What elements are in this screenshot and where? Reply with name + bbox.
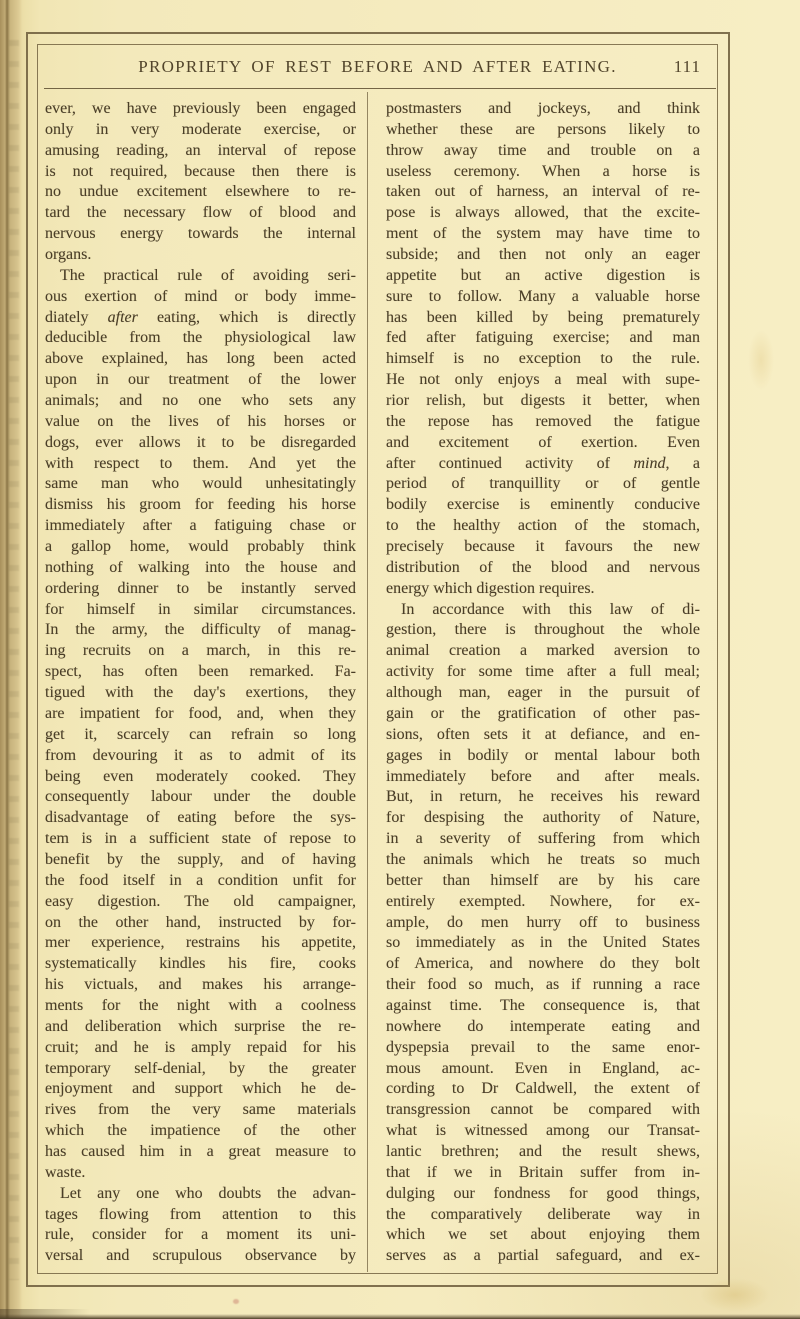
text-line: nothing of walking into the house and xyxy=(45,558,356,576)
text-line: activity for some time after a full meal; xyxy=(386,663,700,681)
text-line: ing recruits on a march, in this re- xyxy=(45,642,356,660)
text-line: gestion, there is throughout the whole xyxy=(386,621,700,639)
text-line: systematically kindles his fire, cooks xyxy=(45,955,356,973)
page-number: 111 xyxy=(673,57,701,76)
text-line: animal creation a marked aversion to xyxy=(386,642,700,660)
text-line: ever, we have previously been engaged xyxy=(45,100,356,117)
text-line: pose is always allowed, that the excite- xyxy=(386,204,700,222)
text-line: mer experience, restrains his appetite, xyxy=(45,934,356,952)
text-line: enjoyment and support which he de- xyxy=(45,1080,356,1098)
text-line: The practical rule of avoiding seri- xyxy=(60,266,356,284)
text-line: cruit; and he is amply repaid for his xyxy=(45,1038,356,1056)
text-line: cording to Dr Caldwell, the extent of xyxy=(386,1080,700,1098)
text-line: tages flowing from attention to this xyxy=(45,1205,356,1223)
text-line: although man, eager in the pursuit of xyxy=(386,684,700,702)
text-line: postmasters and jockeys, and think xyxy=(386,100,700,117)
header-rule xyxy=(44,88,716,89)
text-line: has caused him in a great measure to xyxy=(45,1142,356,1160)
text-line: that if we in Britain suffer from in- xyxy=(386,1163,700,1181)
text-line: ample, do men hurry off to business xyxy=(386,913,700,931)
text-line: the food itself in a condition unfit for xyxy=(45,871,356,889)
text-line: deducible from the physiological law xyxy=(45,329,356,347)
text-line: distribution of the blood and nervous xyxy=(386,558,700,576)
text-line: only in very moderate exercise, or xyxy=(45,120,356,138)
text-line: himself is no exception to the rule. xyxy=(386,350,700,368)
text-line: the repose has removed the fatigue xyxy=(386,412,700,430)
paper-stain xyxy=(233,1299,239,1304)
text-line: dogs, ever allows it to be disregarded xyxy=(45,433,356,451)
text-line: tigued with the day's exertions, they xyxy=(45,684,356,702)
text-line: no undue excitement elsewhere to re- xyxy=(45,183,356,201)
left-text-column xyxy=(45,99,356,1267)
text-line: But, in return, he receives his reward xyxy=(386,788,700,806)
text-line: for despising the authority of Nature, xyxy=(386,809,700,827)
text-line: in a severity of suffering from which xyxy=(386,830,700,848)
text-line: ordering dinner to be instantly served xyxy=(45,579,356,597)
text-line: gages in bodily or mental labour both xyxy=(386,746,700,764)
text-line: fed after fatiguing exercise; and man xyxy=(386,329,700,347)
text-line: for himself in similar circumstances. xyxy=(45,600,356,618)
text-line: of America, and nowhere do they bolt xyxy=(386,955,700,973)
text-line: mous amount. Even in England, ac- xyxy=(386,1059,700,1077)
text-line: spect, has often been remarked. Fa- xyxy=(45,663,356,681)
text-line: with respect to them. And yet the xyxy=(45,454,356,472)
text-line: dulging our fondness for good things, xyxy=(386,1184,700,1202)
text-line: Let any one who doubts the advan- xyxy=(60,1184,356,1202)
text-line: appetite but an active digestion is xyxy=(386,266,700,284)
text-line: lantic brethren; and the result shews, xyxy=(386,1142,700,1160)
text-line: nervous energy towards the internal xyxy=(45,225,356,243)
text-line: which we set about enjoying them xyxy=(386,1226,700,1244)
text-line: are impatient for food, and, when they xyxy=(45,704,356,722)
text-line: sions, often sets it at defiance, and en- xyxy=(386,725,700,743)
book-binding-edge xyxy=(0,0,22,1319)
text-line: from devouring it as to admit of its xyxy=(45,746,356,764)
text-line: ment of the system may have time to xyxy=(386,225,700,243)
text-line: his victuals, and makes his arrange- xyxy=(45,976,356,994)
text-line: rule, consider for a moment its uni- xyxy=(45,1226,356,1244)
text-line: immediately after a fatiguing chase or xyxy=(45,517,356,535)
text-line: dismiss his groom for feeding his horse xyxy=(45,496,356,514)
text-line: to the healthy action of the stomach, xyxy=(386,517,700,535)
text-line: benefit by the supply, and of having xyxy=(45,850,356,868)
text-line: on the other hand, instructed by for- xyxy=(45,913,356,931)
text-line: In accordance with this law of di- xyxy=(401,600,700,618)
text-line: is not required, because then there is xyxy=(45,162,356,180)
text-line: serves as a partial safeguard, and ex- xyxy=(386,1247,700,1265)
text-line: He not only enjoys a meal with supe- xyxy=(386,371,700,389)
text-line: their food so much, as if running a race xyxy=(386,976,700,994)
text-line: precisely because it favours the new xyxy=(386,538,700,556)
text-line: get it, scarcely can refrain so long xyxy=(45,725,356,743)
text-line: rives from the very same materials xyxy=(45,1101,356,1119)
text-line: organs. xyxy=(45,246,92,264)
text-line: temporary self-denial, by the greater xyxy=(45,1059,356,1077)
text-line: what is witnessed among our Transat- xyxy=(386,1122,700,1140)
text-line: consequently labour under the double xyxy=(45,788,356,806)
text-line: sure to follow. Many a valuable horse xyxy=(386,287,700,305)
text-line: the animals which he treats so much xyxy=(386,850,700,868)
text-line: the comparatively deliberate way in xyxy=(386,1205,700,1223)
text-line: nowhere do intemperate eating and xyxy=(386,1017,700,1035)
text-line: ments for the night with a coolness xyxy=(45,996,356,1014)
text-line: versal and scrupulous observance by xyxy=(45,1247,356,1265)
text-line: whether these are persons likely to xyxy=(386,120,700,138)
text-line: and deliberation which surprise the re- xyxy=(45,1017,356,1035)
text-line: tem is in a sufficient state of repose to xyxy=(45,830,356,848)
text-line: upon in our treatment of the lower xyxy=(45,371,356,389)
text-line: subside; and then not only an eager xyxy=(386,246,700,264)
text-line: entirely exempted. Nowhere, for ex- xyxy=(386,892,700,910)
text-line: value on the lives of his horses or xyxy=(45,412,356,430)
text-line: useless ceremony. When a horse is xyxy=(386,162,700,180)
text-line: after continued activity of mind, a xyxy=(386,454,700,472)
text-line: waste. xyxy=(45,1163,86,1181)
scan-bottom-edge xyxy=(0,1314,800,1319)
text-line: immediately before and after meals. xyxy=(386,767,700,785)
text-line: and excitement of exertion. Even xyxy=(386,433,700,451)
paper-stain xyxy=(748,330,774,390)
text-line: gain or the gratification of other pas- xyxy=(386,704,700,722)
text-line: ous exertion of mind or body imme- xyxy=(45,287,356,305)
text-line: being even moderately cooked. They xyxy=(45,767,356,785)
running-header xyxy=(38,54,717,80)
text-line: easy digestion. The old campaigner, xyxy=(45,892,356,910)
text-line: taken out of harness, an interval of re- xyxy=(386,183,700,201)
text-line: a gallop home, would probably think xyxy=(45,538,356,556)
text-line: amusing reading, an interval of repose xyxy=(45,141,356,159)
page-title: PROPRIETY OF REST BEFORE AND AFTER EATING. xyxy=(138,57,617,76)
text-line: dyspepsia prevail to the same enor- xyxy=(386,1038,700,1056)
bleed-through-marks xyxy=(9,40,19,1280)
text-line: diately after eating, which is directly xyxy=(45,308,356,326)
column-divider xyxy=(367,92,368,1272)
text-line: In the army, the difficulty of manag- xyxy=(45,621,356,639)
text-line: throw away time and trouble on a xyxy=(386,141,700,159)
text-line: which the impatience of the other xyxy=(45,1122,356,1140)
text-line: so immediately as in the United States xyxy=(386,934,700,952)
text-line: against time. The consequence is, that xyxy=(386,996,700,1014)
text-line: better than himself are by his care xyxy=(386,871,700,889)
text-line: transgression cannot be compared with xyxy=(386,1101,700,1119)
text-line: has been killed by being prematurely xyxy=(386,308,700,326)
text-line: energy which digestion requires. xyxy=(386,579,595,597)
text-line: animals; and no one who sets any xyxy=(45,392,356,410)
text-line: tard the necessary flow of blood and xyxy=(45,204,356,222)
text-line: disadvantage of eating before the sys- xyxy=(45,809,356,827)
text-line: period of tranquillity or of gentle xyxy=(386,475,700,493)
text-line: bodily exercise is eminently conducive xyxy=(386,496,700,514)
right-text-column xyxy=(386,99,700,1267)
text-line: same man who would unhesitatingly xyxy=(45,475,356,493)
text-line: above explained, has long been acted xyxy=(45,350,356,368)
text-line: rior relish, but digests it better, when xyxy=(386,392,700,410)
